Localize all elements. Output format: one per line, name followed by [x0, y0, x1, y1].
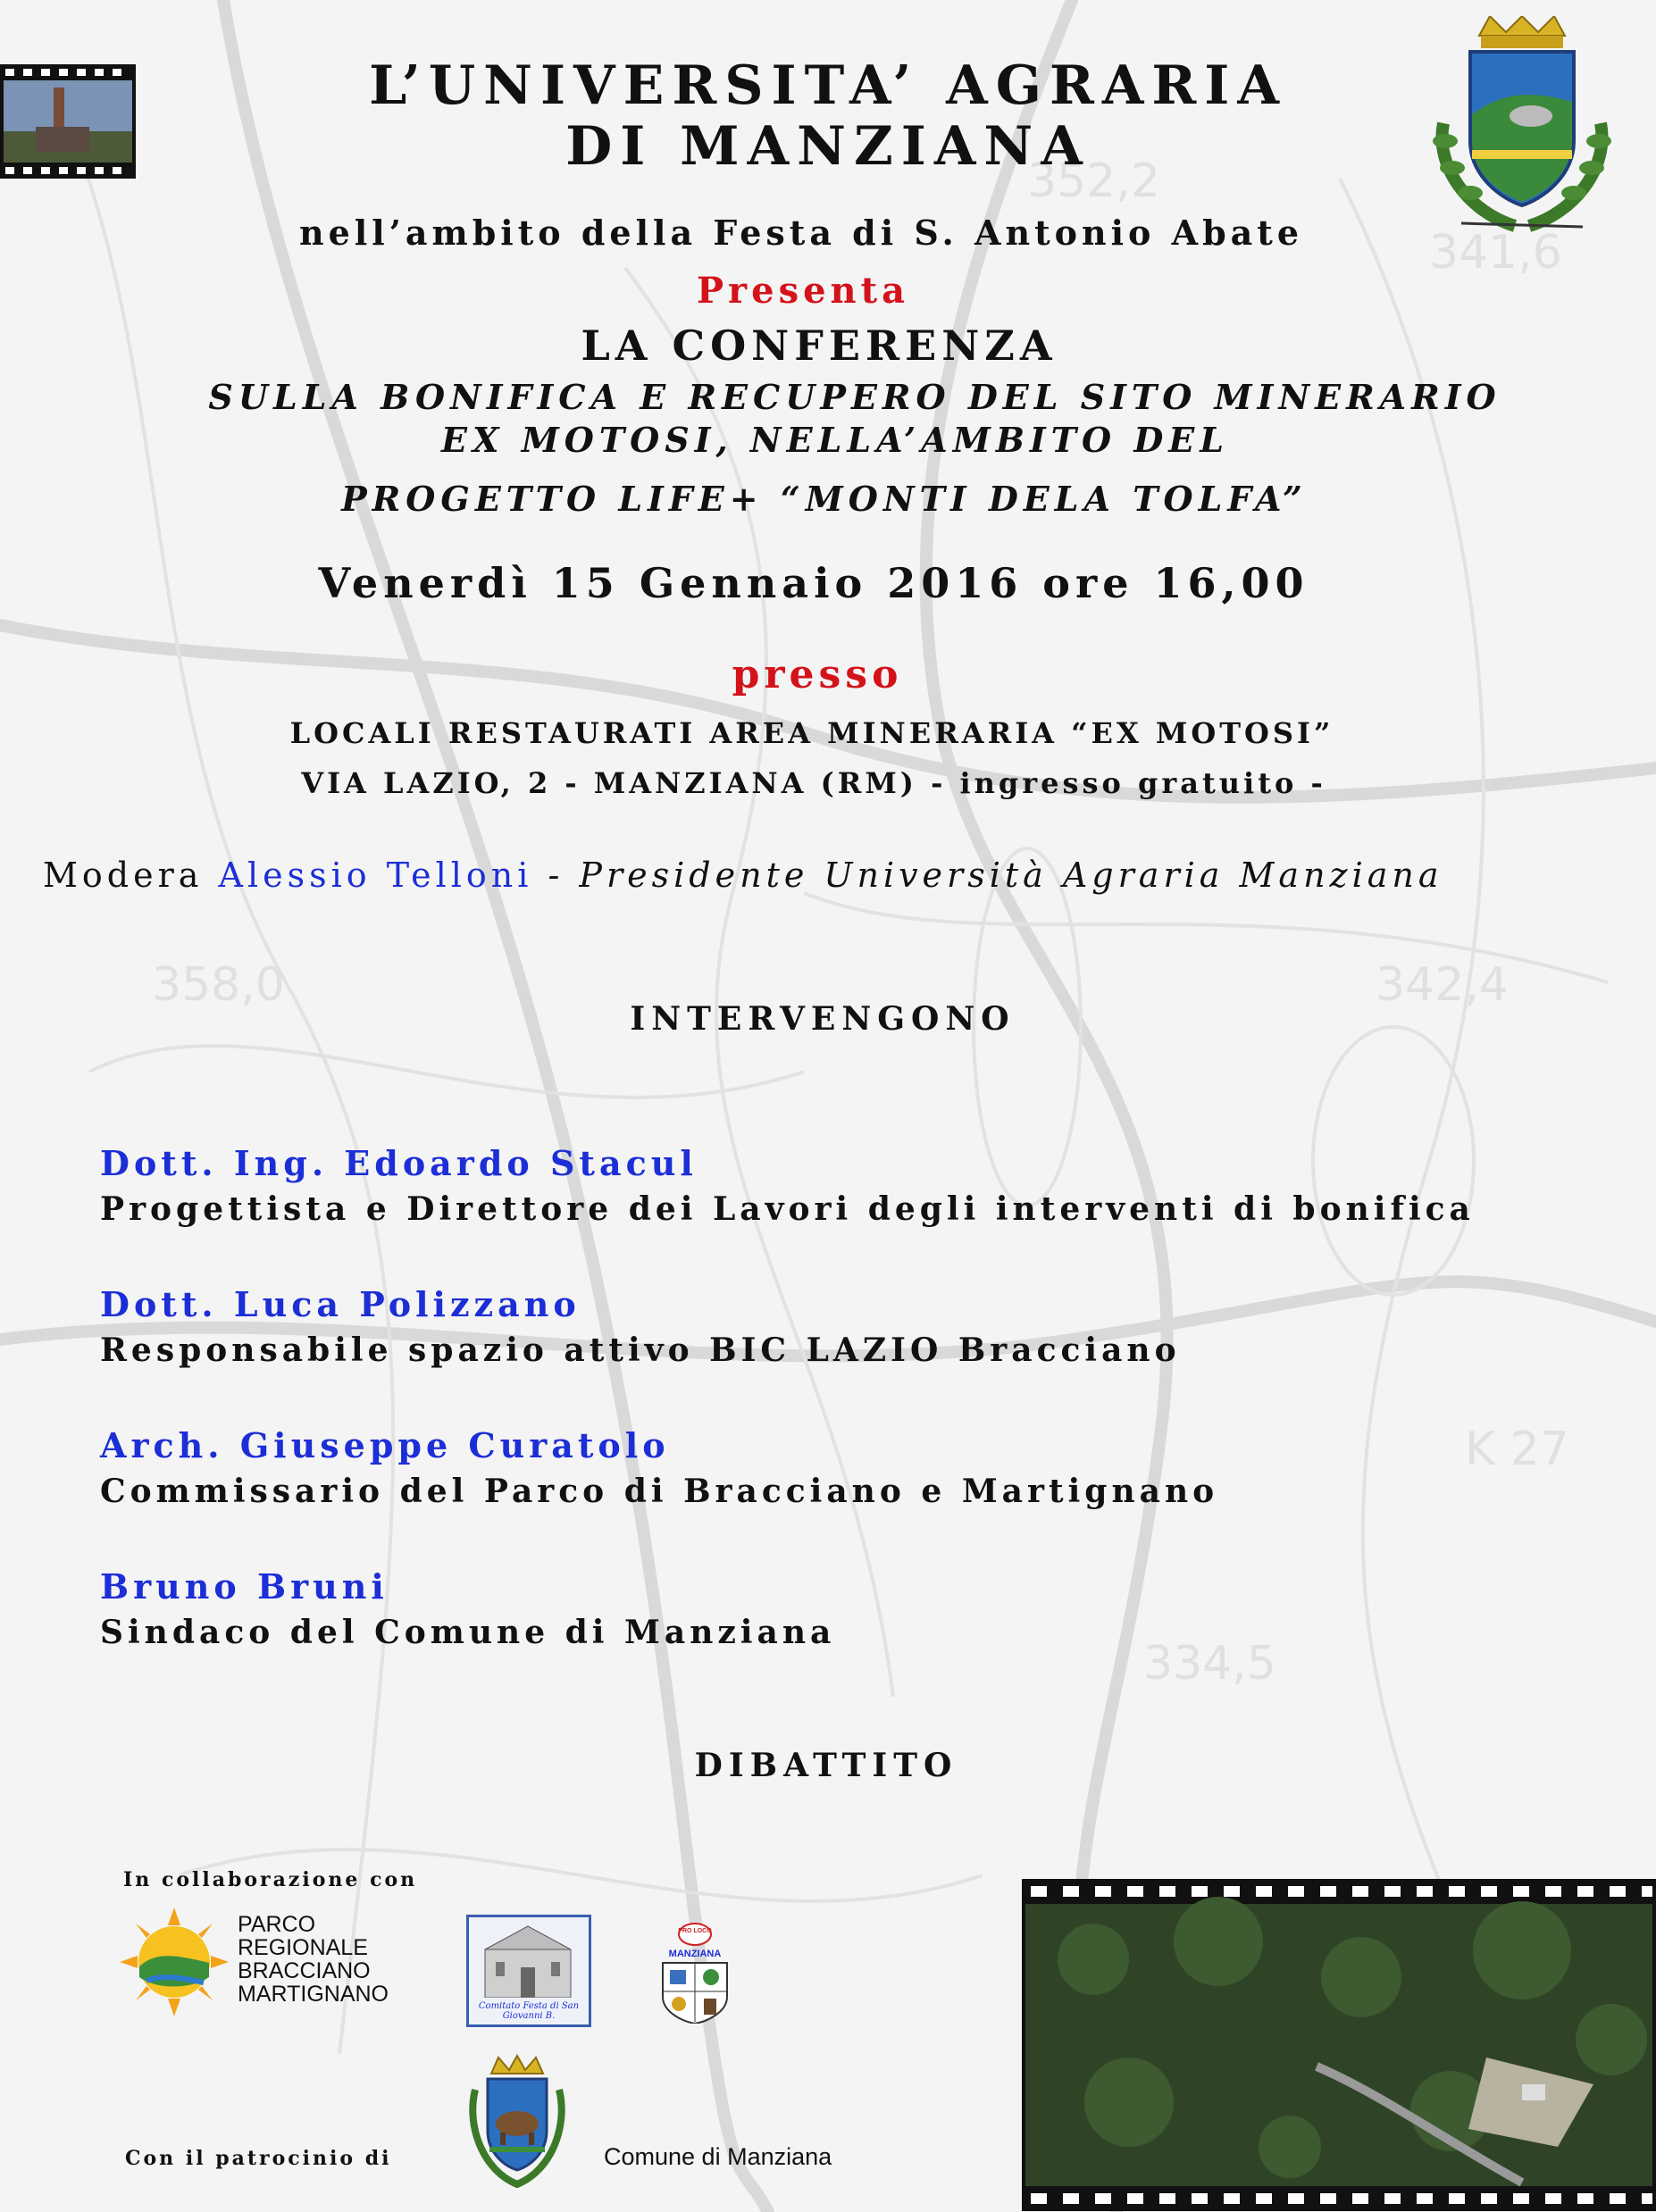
- location-line-2: VIA LAZIO, 2 - MANZIANA (RM) - ingresso gratuito -: [301, 766, 1326, 800]
- speaker-name: Bruno Bruni: [100, 1566, 389, 1607]
- proloco-logo: [654, 1922, 736, 2025]
- presenta-label: Presenta: [696, 270, 910, 312]
- church-illustration: [478, 1923, 578, 1998]
- conference-subtitle-1: SULLA BONIFICA E RECUPERO DEL SITO MINERARIO: [208, 377, 1501, 417]
- speaker-name: Dott. Luca Polizzano: [100, 1284, 581, 1324]
- speaker-role: Sindaco del Comune di Manziana: [100, 1614, 836, 1651]
- moderator-line: [43, 856, 1443, 895]
- svg-text:358,0: 358,0: [152, 958, 285, 1012]
- festa-context: nell’ambito della Festa di S. Antonio Abate: [298, 213, 1304, 253]
- moderator-role: - Presidente Università Agraria Manziana: [548, 856, 1443, 895]
- speaker-name: Arch. Giuseppe Curatolo: [100, 1425, 670, 1465]
- speaker-role: Responsabile spazio attivo BIC LAZIO Bracciano: [100, 1331, 1181, 1369]
- comune-manziana-crest: [464, 2054, 570, 2188]
- dibattito-heading: DIBATTITO: [694, 1747, 958, 1784]
- presso-label: presso: [732, 652, 903, 697]
- parco-text: [238, 1913, 389, 2006]
- proloco-name: MANZIANA: [668, 1949, 722, 1959]
- collaboration-label: In collaborazione con: [123, 1868, 418, 1891]
- svg-text:342,4: 342,4: [1376, 958, 1509, 1012]
- speaker-role: Commissario del Parco di Bracciano e Martignano: [100, 1473, 1219, 1510]
- parco-text-line: PARCO: [238, 1912, 316, 1937]
- speaker-item: [100, 1282, 1181, 1373]
- conference-subtitle-2: EX MOTOSI, NELLA’AMBITO DEL: [441, 420, 1229, 460]
- title-line-2: DI MANZIANA: [565, 115, 1091, 178]
- conference-subtitle-3: PROGETTO LIFE+ “MONTI DELA TOLFA”: [341, 479, 1308, 519]
- svg-text:352,2: 352,2: [1027, 154, 1160, 208]
- svg-text:334,5: 334,5: [1143, 1637, 1276, 1690]
- patrocinio-label: Con il patrocinio di: [125, 2147, 392, 2170]
- comitato-caption: Comitato Festa di San Giovanni B.: [478, 2001, 580, 2021]
- moderator-prefix: Modera: [43, 856, 204, 895]
- proloco-badge: [677, 1922, 713, 1947]
- moderator-name: Alessio Telloni: [218, 856, 533, 895]
- comune-label: Comune di Manziana: [604, 2143, 832, 2170]
- parco-text-line: MARTIGNANO: [238, 1982, 389, 2007]
- location-line-1: LOCALI RESTAURATI AREA MINERARIA “EX MOTOSI”: [289, 716, 1334, 750]
- proloco-top-text: PRO LOCO: [678, 1928, 712, 1934]
- film-strip-aerial-photo: [1022, 1879, 1656, 2211]
- comitato-festa-logo: [466, 1915, 591, 2027]
- parco-text-line: REGIONALE: [238, 1935, 368, 1960]
- parco-text-line: BRACCIANO: [238, 1958, 371, 1983]
- title-line-1: L’UNIVERSITA’ AGRARIA: [369, 54, 1287, 117]
- proloco-shield: [661, 1961, 729, 2024]
- conference-date: Venerdì 15 Gennaio 2016 ore 16,00: [318, 559, 1309, 607]
- speaker-item: [100, 1141, 1475, 1232]
- parco-sun-logo: [120, 1907, 229, 2016]
- speaker-item: [100, 1423, 1218, 1515]
- speaker-name: Dott. Ing. Edoardo Stacul: [100, 1143, 698, 1183]
- speaker-item: [100, 1565, 835, 1656]
- speakers-heading: INTERVENGONO: [630, 1000, 1016, 1038]
- svg-text:K 27: K 27: [1465, 1423, 1569, 1476]
- conference-heading: LA CONFERENZA: [581, 321, 1058, 370]
- svg-text:341,6: 341,6: [1429, 226, 1562, 280]
- speaker-role: Progettista e Direttore dei Lavori degli interventi di bonifica: [100, 1190, 1475, 1228]
